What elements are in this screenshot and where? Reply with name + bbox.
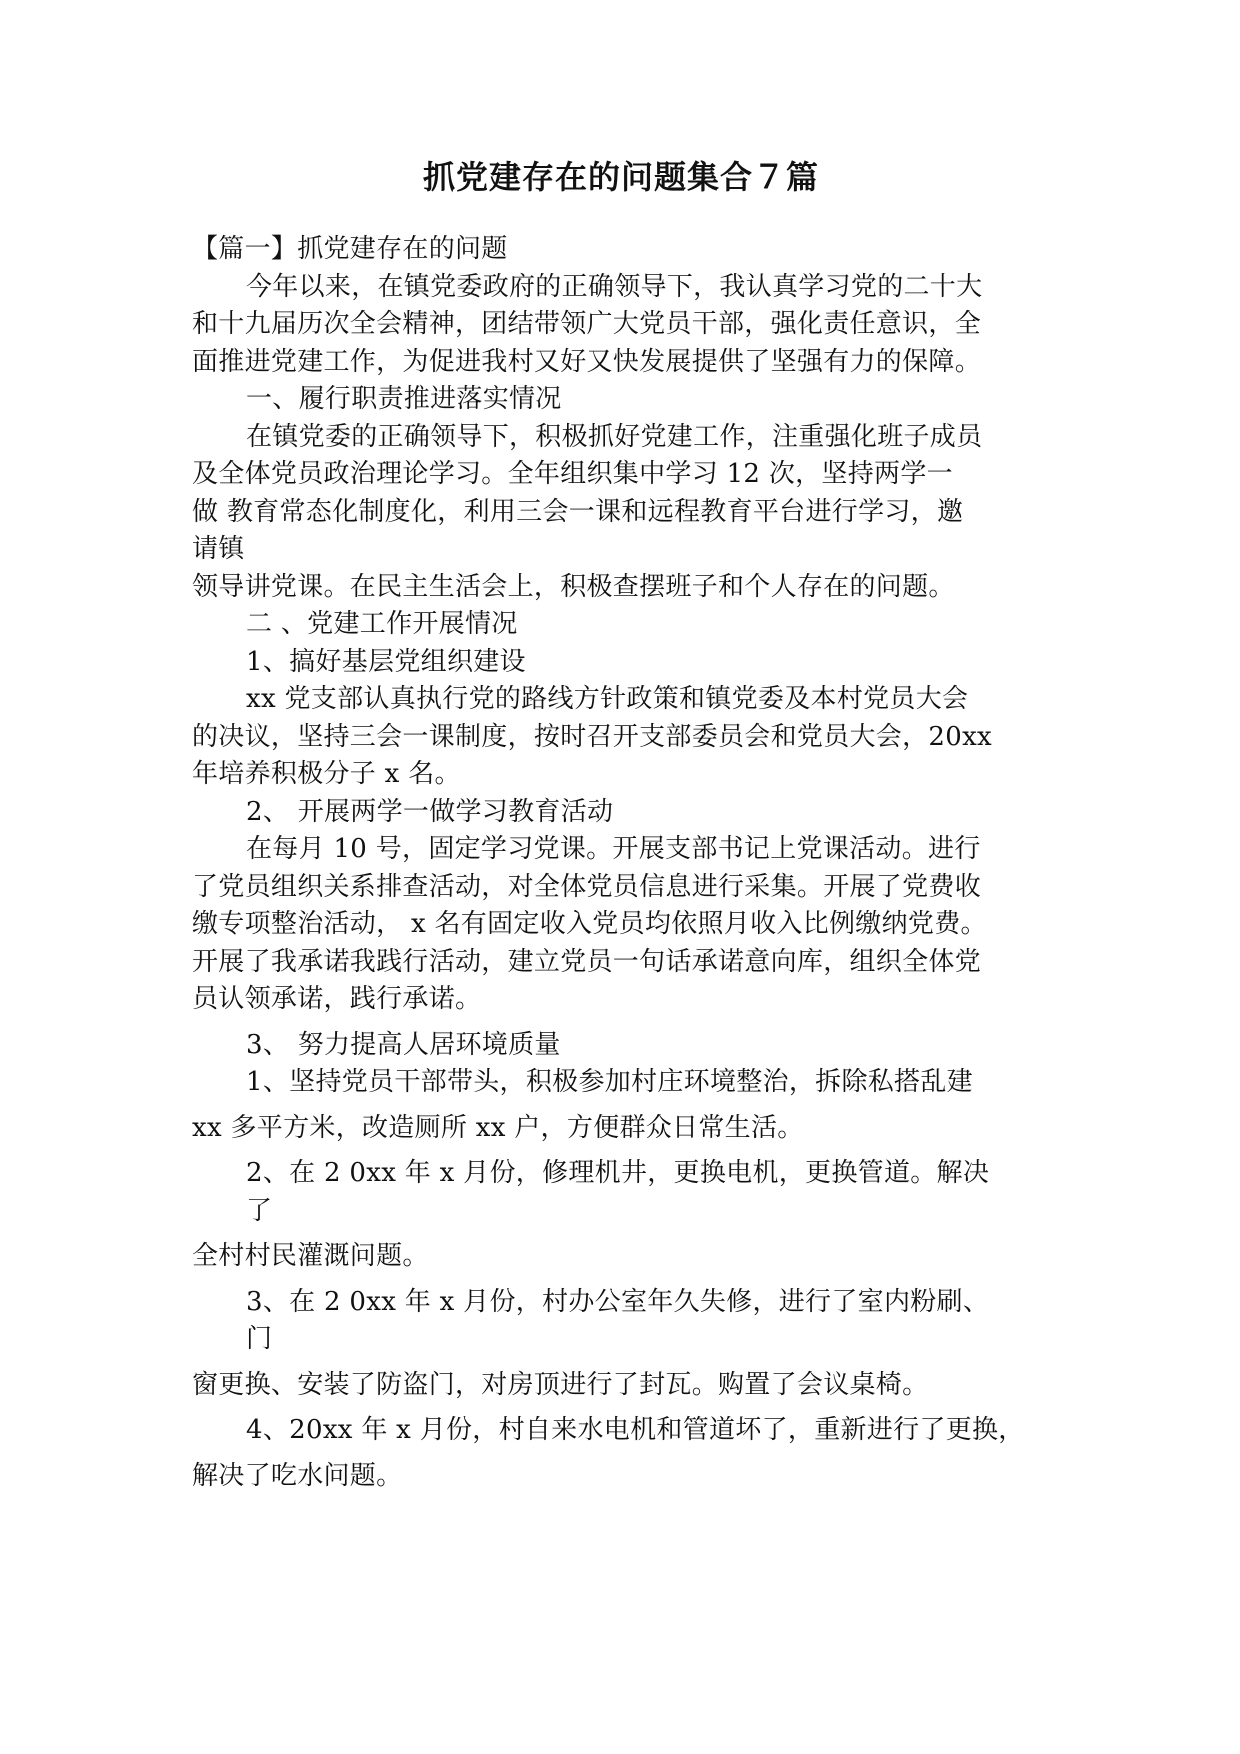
text-line: xx 多平方米，改造厕所 xx 户，方便群众日常生活。 bbox=[192, 1112, 804, 1143]
text-line: 二 、党建工作开展情况 bbox=[246, 609, 518, 639]
text-line: 年培养积极分子 x 名。 bbox=[192, 759, 461, 789]
text-line: 解决了吃水问题。 bbox=[192, 1460, 403, 1491]
text-line: 的决议，坚持三会一课制度，按时召开支部委员会和党员大会，20xx bbox=[192, 721, 993, 752]
text-line: xx 党支部认真执行党的路线方针政策和镇党委及本村党员大会 bbox=[246, 684, 969, 714]
text-line: 4、20xx 年 x 月份，村自来水电机和管道坏了，重新进行了更换， bbox=[246, 1415, 1025, 1445]
text-line: 2、在 2 0xx 年 x 月份，修理机井，更换电机，更换管道。解决 bbox=[246, 1158, 990, 1188]
text-line: 领导讲党课。在民主生活会上，积极查摆班子和个人存在的问题。 bbox=[192, 571, 955, 602]
document-title: 抓党建存在的问题集合７篇 bbox=[422, 158, 819, 196]
text-line: 1、坚持党员干部带头，积极参加村庄环境整治，拆除私搭乱建 bbox=[246, 1067, 973, 1097]
text-line: 1、搞好基层党组织建设 bbox=[246, 646, 526, 677]
text-line: 请镇 bbox=[192, 534, 245, 564]
text-line: 在每月 10 号，固定学习党课。开展支部书记上党课活动。进行 bbox=[246, 834, 981, 864]
text-line: 在镇党委的正确领导下，积极抓好党建工作，注重强化班子成员 bbox=[246, 421, 983, 452]
text-line: 【篇一】抓党建存在的问题 bbox=[192, 234, 508, 264]
text-line: 和十九届历次全会精神，团结带领广大党员干部，强化责任意识，全 bbox=[192, 309, 982, 339]
document-body bbox=[192, 231, 1050, 1495]
text-line: 缴专项整治活动， x 名有固定收入党员均依照月收入比例缴纳党费。 bbox=[192, 909, 987, 939]
text-line: 了党员组织关系排查活动，对全体党员信息进行采集。开展了党费收 bbox=[192, 871, 982, 902]
text-line: 3、 努力提高人居环境质量 bbox=[246, 1029, 561, 1060]
text-line: 门 bbox=[246, 1324, 273, 1354]
text-line: 3、在 2 0xx 年 x 月份，村办公室年久失修，进行了室内粉刷、 bbox=[246, 1286, 990, 1317]
text-line: 做 教育常态化制度化，利用三会一课和远程教育平台进行学习，邀 bbox=[192, 496, 964, 527]
text-line: 窗更换、安装了防盗门，对房顶进行了封瓦。购置了会议桌椅。 bbox=[192, 1369, 929, 1400]
text-line: 2、 开展两学一做学习教育活动 bbox=[246, 796, 614, 827]
text-line: 了 bbox=[246, 1195, 273, 1226]
text-line: 全村村民灌溉问题。 bbox=[192, 1241, 429, 1271]
text-line: 员认领承诺，践行承诺。 bbox=[192, 984, 482, 1014]
text-line: 今年以来，在镇党委政府的正确领导下，我认真学习党的二十大 bbox=[246, 271, 983, 302]
text-line: 面推进党建工作，为促进我村又好又快发展提供了坚强有力的保障。 bbox=[192, 346, 982, 377]
text-line: 开展了我承诺我践行活动，建立党员一句话承诺意向库，组织全体党 bbox=[192, 946, 982, 977]
text-line: 及全体党员政治理论学习。全年组织集中学习 12 次，坚持两学一 bbox=[192, 459, 953, 489]
text-line: 一、履行职责推进落实情况 bbox=[246, 384, 562, 414]
